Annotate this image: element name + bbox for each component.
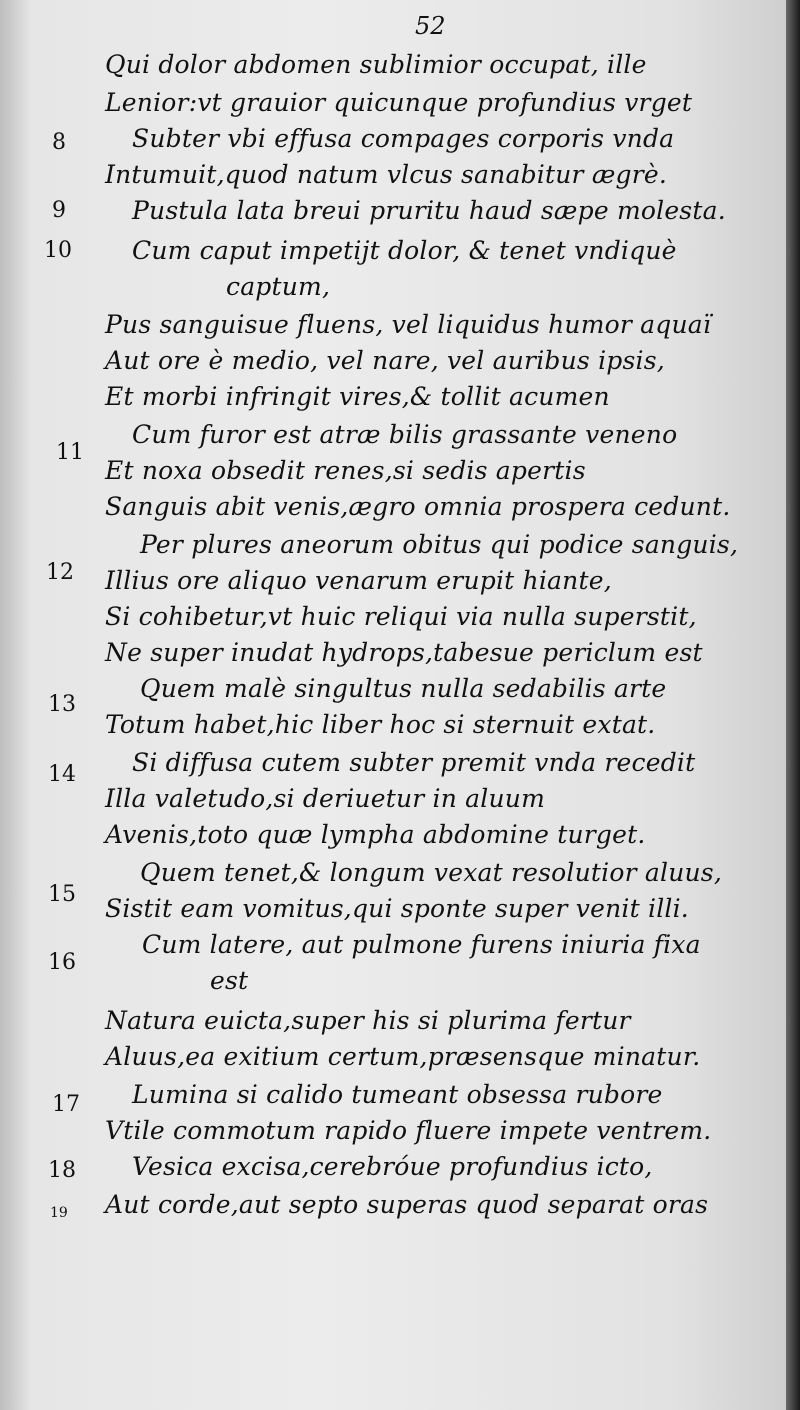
- text-line: Si cohibetur,vt huic reliqui via nulla superstit,: [105, 602, 697, 631]
- text-line: Lenior:vt grauior quicunque profundius vrget: [105, 88, 693, 117]
- text-line: Vtile commotum rapido fluere impete ventrem.: [105, 1116, 712, 1145]
- text-line: Ne super inudat hydrops,tabesue periclum est: [105, 638, 703, 667]
- text-line: Totum habet,hic liber hoc si sternuit extat.: [105, 710, 656, 739]
- text-line: Cum latere, aut pulmone furens iniuria fixa: [142, 930, 701, 959]
- text-line: Cum caput impetijt dolor, & tenet vndiquè: [132, 236, 677, 265]
- text-line: Cum furor est atræ bilis grassante veneno: [132, 420, 678, 449]
- verse-number: 15: [48, 882, 76, 907]
- text-line: Aut corde,aut septo superas quod separat oras: [105, 1190, 709, 1219]
- verse-number: 11: [56, 440, 84, 465]
- verse-number: 19: [50, 1205, 68, 1221]
- verse-number: 9: [52, 198, 66, 223]
- text-line: Per plures aneorum obitus qui podice sanguis,: [140, 530, 739, 559]
- text-line: Aluus,ea exitium certum,præsensque minatur.: [105, 1042, 701, 1071]
- verse-number: 10: [44, 238, 72, 263]
- page-edge-shadow: [786, 0, 800, 1410]
- verse-number: 17: [52, 1092, 80, 1117]
- text-line: Qui dolor abdomen sublimior occupat, ille: [105, 50, 647, 79]
- verse-number: 14: [48, 762, 76, 787]
- verse-number: 13: [48, 692, 76, 717]
- text-line: Pus sanguisue fluens, vel liquidus humor aquaï: [105, 310, 712, 339]
- text-line: Natura euicta,super his si plurima fertur: [105, 1006, 631, 1035]
- text-line: est: [210, 966, 249, 995]
- text-line: Aut ore è medio, vel nare, vel auribus ipsis,: [105, 346, 665, 375]
- verse-number: 12: [46, 560, 74, 585]
- text-line: Illa valetudo,si deriuetur in aluum: [105, 784, 545, 813]
- text-line: Avenis,toto quæ lympha abdomine turget.: [105, 820, 646, 849]
- page-number: 52: [415, 12, 446, 40]
- text-line: Pustula lata breui pruritu haud sæpe molesta.: [132, 196, 726, 225]
- text-line: captum,: [226, 272, 331, 301]
- text-line: Intumuit,quod natum vlcus sanabitur ægrè.: [105, 160, 668, 189]
- verse-number: 8: [52, 130, 66, 155]
- text-line: Et noxa obsedit renes,si sedis apertis: [105, 456, 586, 485]
- text-line: Lumina si calido tumeant obsessa rubore: [132, 1080, 663, 1109]
- text-line: Si diffusa cutem subter premit vnda recedit: [132, 748, 696, 777]
- text-line: Sanguis abit venis,ægro omnia prospera cedunt.: [105, 492, 731, 521]
- text-line: Quem tenet,& longum vexat resolutior aluus,: [140, 858, 722, 887]
- verse-number: 18: [48, 1158, 76, 1183]
- text-line: Quem malè singultus nulla sedabilis arte: [140, 674, 667, 703]
- text-line: Illius ore aliquo venarum erupit hiante,: [105, 566, 612, 595]
- text-line: Subter vbi effusa compages corporis vnda: [132, 124, 675, 153]
- text-line: Vesica excisa,cerebróue profundius icto,: [132, 1152, 653, 1181]
- verse-number: 16: [48, 950, 76, 975]
- text-line: Sistit eam vomitus,qui sponte super venit illi.: [105, 894, 689, 923]
- text-line: Et morbi infringit vires,& tollit acumen: [105, 382, 610, 411]
